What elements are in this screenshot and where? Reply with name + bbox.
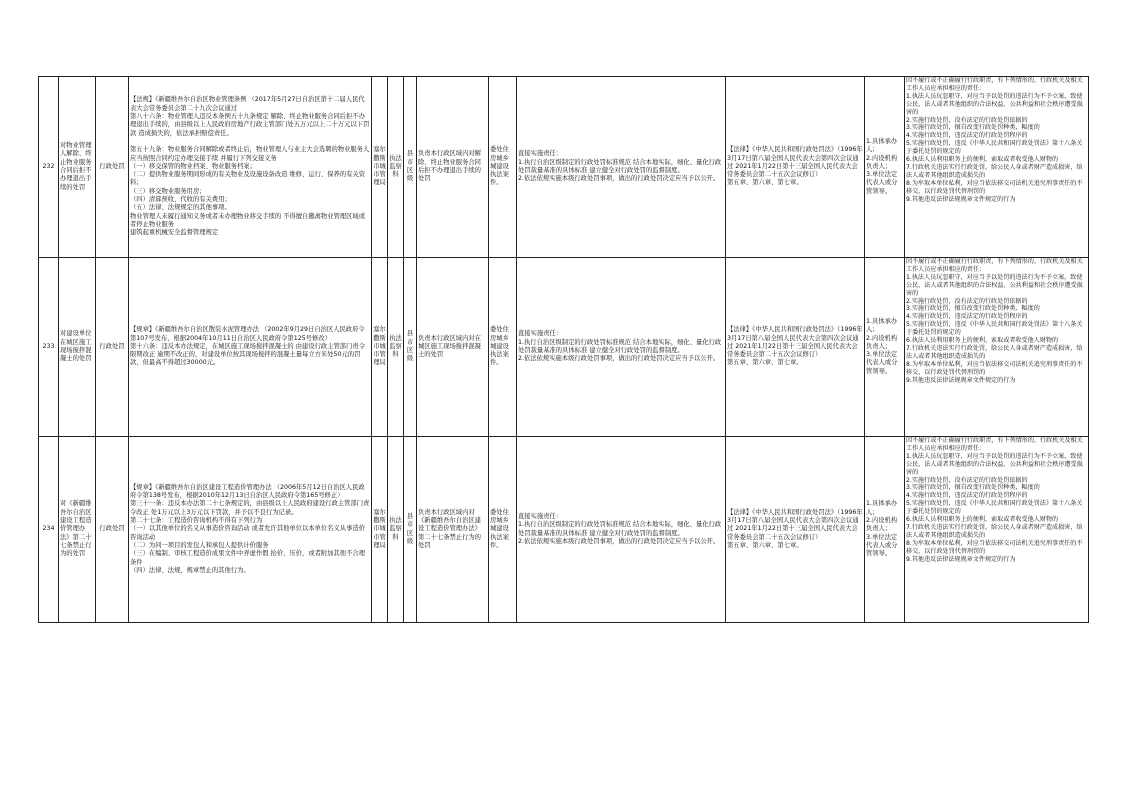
duty-law-basis-text: 【法律】《中华人民共和国行政处罚法》（1996年3月17日第八届全国人民代表大会第四次会议通过 2021年1月22日第十三届全国人民代表大会常务委员会第二十五次会议修订） 第五章、第六章、第七章。: [727, 326, 863, 367]
undertaking-matter: 委处住房城乡城建设执法案件。: [489, 258, 517, 437]
legal-basis: [129, 258, 372, 437]
duty-law-basis: [726, 258, 865, 437]
undertaking-matter: 委处住房城乡城建设执法案件。: [489, 437, 517, 623]
row-number: 232: [39, 77, 59, 258]
item-name: 对《新疆维吾尔自治区建设工程造价管理办法》第二十七条禁止行为的处罚: [59, 437, 96, 623]
responsible-subject-text: 1.具体承办人； 2.内设机构负责人； 3.单位法定代表人或分管领导。: [866, 137, 898, 195]
legal-basis-text: 【规章】《新疆维吾尔自治区散装水泥管理办法 （2002年9月29日自治区人民政府令第107号发布，根据2004年10月11日自治区人民政府令第125号修改） 第十六条：违反本办法规定，在城区施工现场搅拌混凝土的 由建设行政主管部门责令限期改正 逾期不改正的，对建设单位按其现场搅拌的混凝土量每立方米处50元的罚款，但最高不得超过30000元。: [130, 326, 365, 367]
item-type: 行政处罚: [96, 437, 129, 623]
duty-items-text: 直接实施责任： 1.执行自治区级制定的行政处罚标准规范 结合本地实际，细化、量化行政处罚裁量基准的具体标准 建立健全对行政处罚的监督制度。 2.依法依规实施本级行政处罚事项，做出的行政处罚决定应当予以公开。: [518, 150, 722, 183]
responsible-subject-text: 1.具体承办人； 2.内设机构负责人； 3.单位法定代表人或分管领导。: [866, 317, 898, 375]
accountability-items: [905, 77, 1089, 258]
table-row: [39, 77, 1089, 258]
implementing-agency: 塞尔撒斯市城市管理局: [372, 258, 388, 437]
duty-items-text: 直接实施责任： 1.执行自治区级制定的行政处罚标准规范 结合本地实际，细化、量化行政处罚裁量基准的具体标准 建立健全对行政处罚的监督制度。 2.依法依规实施本级行政处罚事项，做出的行政处罚决定应当予以公开。: [518, 512, 722, 545]
item-type: 行政处罚: [96, 258, 129, 437]
legal-basis-text: 【规章】《新疆维吾尔自治区建设工程造价管理办法 （2006年5月12日自治区人民政府令第138号发布，根据2010年12月13日自治区人民政府令第165号修正） 第三十一条：违反本办法第二十七条规定的，由县级以上人民政府建设行政主管部门责令改正 处1万元以上3万元以下罚款，并予以不良行为记录。 第二十七条：工程造价咨询机构不得有下列行为 （一）以其他单位的名义从事造价咨询活动 或者允许其他单位以本单位名义从事造价咨询活动 （二）为同一项目的发包人和承包人提供计价服务 （三）在编制、审核工程造价成果文件中弄虚作假 抬价、压价，或者附加其他不合理条件 （四）法律、法规、规章禁止的其他行为。: [130, 483, 370, 574]
responsible-subject: [865, 437, 905, 623]
duty-items: [517, 437, 726, 623]
responsibility-scope: 负责本行政区域内对解除、终止物业服务合同后拒不办理退出手续的处罚: [417, 77, 489, 258]
duty-items: [517, 258, 726, 437]
row-number: 234: [39, 437, 59, 623]
legal-basis: [129, 77, 372, 258]
implementation-level: 县市区级: [404, 437, 417, 623]
accountability-items-text: 因不履行或不正确履行行政职责，有下列情形的，行政机关及相关工作人员应承担相应的责任： 1.执法人员玩忽职守，对应当予以处罚的违法行为不予立案，致使公民、法人或者其他组织的合法权益、公共利益和社会秩序遭受损害的 2.实施行政处罚，没有法定的行政处罚依据的 3.实施行政处罚，擅自改变行政处罚种类、幅度的 4.实施行政处罚，违反法定的行政处罚程序的 5.实施行政处罚，违反《中华人民共和国行政处罚法》第十八条关于委托处罚的规定的 6.执法人员利用职务上的便利，索取或者收受他人财物的 7.行政机关违法实行行政处罚，给公民人身或者财产造成损害，给法人或者其他组织造成损失的 8.为牟取本单位私利，对应当依法移交司法机关追究刑事责任的不移交，以行政处罚代替刑罚的 9.其他违反法律法规规章文件规定的行为: [906, 258, 1083, 384]
implementing-agency: 塞尔撒斯市城市管理局: [372, 77, 388, 258]
accountability-items-text: 因不履行或不正确履行行政职责，有下列情形的，行政机关及相关工作人员应承担相应的责任： 1.执法人员玩忽职守，对应当予以处罚的违法行为不予立案，致使公民、法人或者其他组织的合法权益、公共利益和社会秩序遭受损害的 2.实施行政处罚，没有法定的行政处罚依据的 3.实施行政处罚，擅自改变行政处罚种类、幅度的 4.实施行政处罚，违反法定的行政处罚程序的 5.实施行政处罚，违反《中华人民共和国行政处罚法》第十八条关于委托处罚的规定的 6.执法人员利用职务上的便利，索取或者收受他人财物的 7.行政机关违法实行行政处罚，给公民人身或者财产造成损害，给法人或者其他组织造成损失的 8.为牟取本单位私利，对应当依法移交司法机关追究刑事责任的不移交，以行政处罚代替刑罚的 9.其他违反法律法规规章文件规定的行为: [906, 77, 1083, 203]
duty-law-basis: [726, 77, 865, 258]
internal-department: 执法监察科: [388, 77, 404, 258]
duty-items: [517, 77, 726, 258]
legal-basis-text: 【法规】《新疆维吾尔自治区物业管理条例 （2017年5月27日自治区第十二届人民代表大会常务委员会第二十九次会议通过 第八十六条：物业管理人违反本条例五十九条规定 解除、终止物业服务合同后拒不办理退出手续的，由县级以上人民政府房地产行政主管部门处五万元以上二十万元以下罚款 造成损失的，依法承担赔偿责任。 第五十九条：物业服务合同解除或者终止后，物业管理人与业主大会选聘的物业服务人应当按照合同约定办理交接手续 并履行下列交接义务 （一）移交保管的物业档案、物业服务档案； （二）提供物业服务期间形成的有关物业及设施设备改造 维修、运行、保养的有关资料； （三）移交物业服务用房； （四）清算预收、代收的有关费用； （五）法律、法规规定的其他事项。 物业管理人未履行通知义务或者未办理物业移交手续的 不得擅自撤离物业管理区域或者停止物业服务 建筑起重机械安全监督管理规定: [130, 96, 370, 237]
item-name: 对建设单位在城区施工现场搅拌混凝土的处罚: [59, 258, 96, 437]
accountability-items: [905, 437, 1089, 623]
responsibility-scope: 负责本行政区域内对《新疆维吾尔自治区建设工程造价管理办法》第二十七条禁止行为的处罚: [417, 437, 489, 623]
accountability-items: [905, 258, 1089, 437]
legal-basis: [129, 437, 372, 623]
accountability-items-text: 因不履行或不正确履行行政职责，有下列情形的，行政机关及相关工作人员应承担相应的责任： 1.执法人员玩忽职守，对应当予以处罚的违法行为不予立案，致使公民、法人或者其他组织的合法权益、公共利益和社会秩序遭受损害的 2.实施行政处罚，没有法定的行政处罚依据的 3.实施行政处罚，擅自改变行政处罚种类、幅度的 4.实施行政处罚，违反法定的行政处罚程序的 5.实施行政处罚，违反《中华人民共和国行政处罚法》第十八条关于委托处罚的规定的 6.执法人员利用职务上的便利，索取或者收受他人财物的 7.行政机关违法实行行政处罚，给公民人身或者财产造成损害，给法人或者其他组织造成损失的 8.为牟取本单位私利，对应当依法移交司法机关追究刑事责任的不移交，以行政处罚代替刑罚的 9.其他违反法律法规规章文件规定的行为: [906, 437, 1083, 563]
internal-department: 执法监察科: [388, 437, 404, 623]
row-number: 233: [39, 258, 59, 437]
implementing-agency: 塞尔撒斯市城市管理局: [372, 437, 388, 623]
undertaking-matter: 委处住房城乡城建设执法案件。: [489, 77, 517, 258]
implementation-level: 县市区级: [404, 77, 417, 258]
table-row: [39, 258, 1089, 437]
table-row: [39, 437, 1089, 623]
responsible-subject-text: 1.具体承办人； 2.内设机构负责人； 3.单位法定代表人或分管领导。: [866, 500, 898, 558]
duty-law-basis: [726, 437, 865, 623]
responsible-subject: [865, 77, 905, 258]
item-name: 对物业管理人解除、终止物业服务合同后拒不办理退出手续的处罚: [59, 77, 96, 258]
responsibility-scope: 负责本行政区域内对在城区施工现场搅拌混凝土的处罚: [417, 258, 489, 437]
internal-department: 执法监察科: [388, 258, 404, 437]
responsibility-table: [38, 76, 1089, 623]
duty-items-text: 直接实施责任： 1.执行自治区级制定的行政处罚标准规范 结合本地实际，细化、量化行政处罚裁量基准的具体标准 建立健全对行政处罚的监督制度。 2.依法依规实施本级行政处罚事项，做出的行政处罚决定应当予以公开。: [518, 330, 722, 363]
responsible-subject: [865, 258, 905, 437]
item-type: 行政处罚: [96, 77, 129, 258]
duty-law-basis-text: 【法律】《中华人民共和国行政处罚法》（1996年3月17日第八届全国人民代表大会第四次会议通过 2021年1月22日第十三届全国人民代表大会常务委员会第二十五次会议修订） 第五章、第六章、第七章。: [727, 146, 863, 187]
implementation-level: 县市区级: [404, 258, 417, 437]
duty-law-basis-text: 【法律】《中华人民共和国行政处罚法》（1996年3月17日第八届全国人民代表大会第四次会议通过 2021年1月22日第十三届全国人民代表大会常务委员会第二十五次会议修订） 第五章、第六章、第七章。: [727, 508, 863, 549]
